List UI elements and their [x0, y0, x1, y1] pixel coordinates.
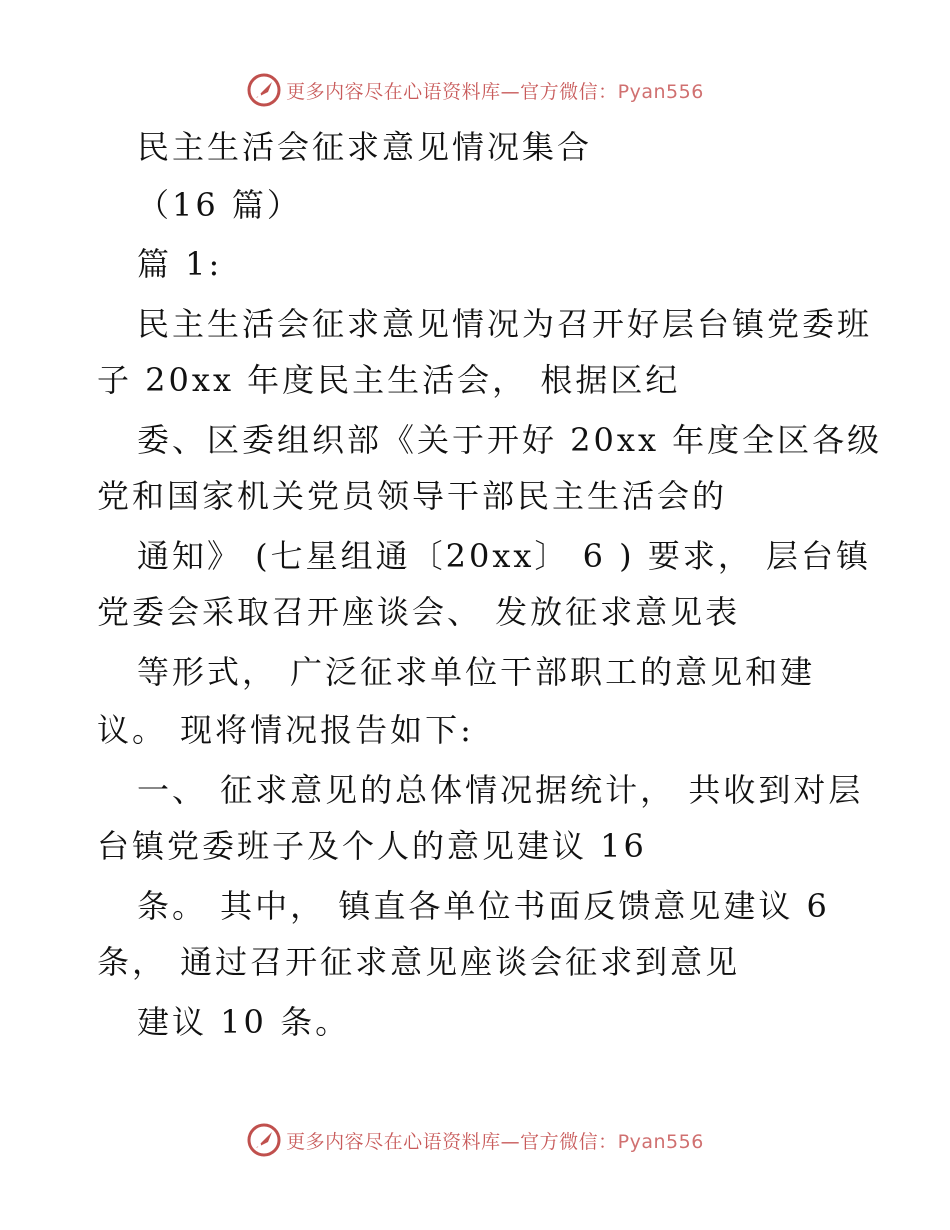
paragraph-line: 等形式， 广泛征求单位干部职工的意见和建	[137, 653, 816, 691]
paragraph-line: 党和国家机关党员领导干部民主生活会的	[97, 477, 728, 515]
paragraph-line: 一、 征求意见的总体情况据统计， 共收到对层	[137, 771, 864, 809]
paragraph-line: 议。 现将情况报告如下:	[97, 711, 474, 749]
watermark-handle: Pyan556	[617, 80, 704, 103]
document-title: 民主生活会征求意见情况集合	[137, 128, 593, 166]
paragraph-line: 子 20xx 年度民主生活会， 根据区纪	[97, 361, 681, 399]
watermark-text: 更多内容尽在心语资料库—官方微信：Pyan556	[286, 1130, 704, 1153]
paragraph-line: 台镇党委班子及个人的意见建议 16	[97, 827, 647, 865]
paragraph-line: 建议 10 条。	[137, 1003, 351, 1041]
paragraph-line: 篇 1:	[137, 245, 223, 283]
paragraph-line: 党委会采取召开座谈会、 发放征求意见表	[97, 593, 741, 631]
footer-watermark	[0, 1120, 950, 1160]
document-subtitle: （16 篇）	[137, 186, 302, 224]
header-watermark	[0, 70, 950, 110]
watermark-handle: Pyan556	[617, 1130, 704, 1153]
quill-logo-icon	[246, 72, 282, 108]
paragraph-line: 通知》 (七星组通〔20xx〕 6 ) 要求， 层台镇	[137, 537, 872, 575]
paragraph-line: 委、区委组织部《关于开好 20xx 年度全区各级	[137, 421, 883, 459]
paragraph-line: 条， 通过召开征求意见座谈会征求到意见	[97, 943, 741, 981]
paragraph-line: 条。 其中， 镇直各单位书面反馈意见建议 6	[137, 887, 830, 925]
watermark-text: 更多内容尽在心语资料库—官方微信：Pyan556	[286, 80, 704, 103]
paragraph-line: 民主生活会征求意见情况为召开好层台镇党委班	[137, 305, 873, 343]
quill-logo-icon	[246, 1122, 282, 1158]
